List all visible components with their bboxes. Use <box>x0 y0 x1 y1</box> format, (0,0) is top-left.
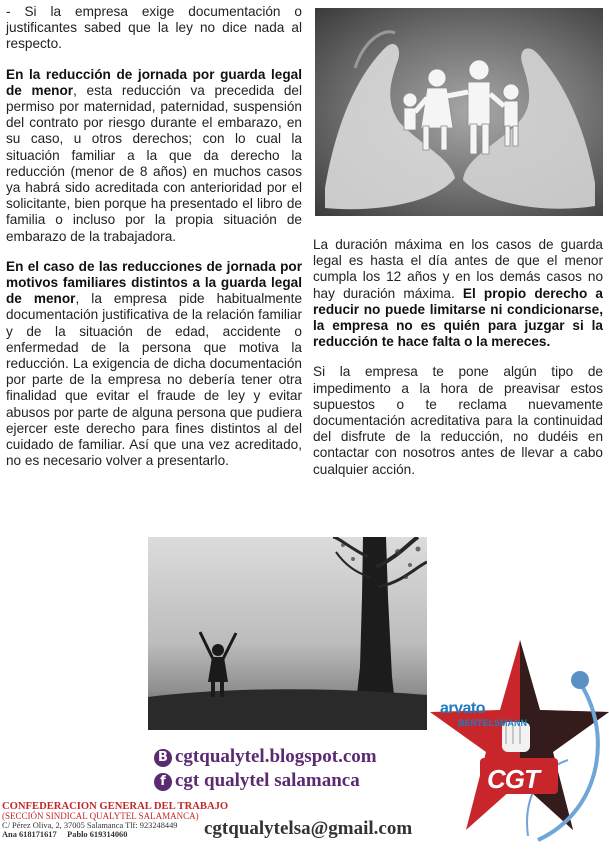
facebook-link[interactable] <box>154 770 360 792</box>
paragraph-guarda-legal <box>6 67 302 245</box>
cgt-star-icon <box>428 640 609 846</box>
text-motivos-familiares: , la empresa pide habitualmente documentación justificativa de la relación familiar y de la situación de edad, accidente o enfermedad de la persona que motiva la reducción. La exigencia de dicha documentación por parte de la empresa no debería tener otra finalidad que evitar el fraude de ley y evitar abusos por parte de alguna persona que pudiera ejercer este derecho para fines distintos al del cuidado de familiar. Así que una vez acreditado, no es necesario volver a presentarlo. <box>6 291 303 469</box>
email-address[interactable]: cgtqualytelsa@gmail.com <box>204 818 413 839</box>
right-column <box>313 237 603 492</box>
heading-guarda-legal: En la reducción de jornada por guarda legal de menor <box>6 66 302 98</box>
heading-motivos-familiares: En el caso de las reducciones de jornada por motivos familiares distintos a la guarda legal de menor <box>6 258 302 307</box>
blog-url: cgtqualytel.blogspot.com <box>175 746 377 767</box>
cgt-wordmark: CGT <box>487 764 539 794</box>
organization-name: CONFEDERACION GENERAL DEL TRABAJO <box>2 801 229 812</box>
hands-family-photo <box>315 8 603 216</box>
hands-family-illustration <box>315 8 603 216</box>
cgt-arvato-logo <box>428 640 609 846</box>
bertelsmann-wordmark: BERTELSMANN <box>458 718 527 728</box>
facebook-icon: f <box>154 773 172 791</box>
paragraph-motivos-familiares <box>6 259 302 470</box>
organization-section: (SECCIÓN SINDICAL QUALYTEL SALAMANCA) <box>2 811 199 821</box>
paragraph-contacto: Si la empresa te pone algún tipo de impedimento a la hora de preavisar estos supuestos o te reclama nuevamente documentación acreditativa para la continuidad del disfrute de la reducción, no dudéis en contactar con nosotros antes de llevar a cabo cualquier acción. <box>313 364 603 477</box>
organization-address: C/ Pérez Oliva, 2, 37005 Salamanca Tlf: 923248449 <box>2 821 178 830</box>
blog-link[interactable] <box>154 746 377 768</box>
highlight-propio-derecho: El propio derecho a reducir no puede limitarse ni condicionarse, la empresa no es quién para juzgar si la reducción te hace falta o la mereces. <box>313 285 603 350</box>
left-column <box>6 4 302 483</box>
organization-info <box>2 801 228 839</box>
tree-silhouette-illustration <box>148 537 427 730</box>
child-under-tree-photo <box>148 537 427 730</box>
paragraph-duracion-maxima <box>313 237 603 350</box>
facebook-name: cgt qualytel salamanca <box>175 770 360 791</box>
blogger-icon: B <box>154 749 172 767</box>
arvato-wordmark: arvato <box>440 700 486 717</box>
paragraph-documentation-note: - Si la empresa exige documentación o justificantes sabed que la ley no dice nada al respecto. <box>6 4 302 52</box>
text-duracion-maxima: La duración máxima en los casos de guarda legal es hasta el día antes de que el menor cumpla los 12 años y en los demás casos no hay duración máxima. <box>313 237 603 301</box>
text-guarda-legal: , esta reducción va precedida del permiso por maternidad, paternidad, suspensión del contrato por riesgo durante el embarazo, en su caso, u otros derechos; con lo cual la situación familiar a la que da derecho la reducción (menor de 8 años) en muchos casos ya habrá sido acreditada con anterioridad por el solicitante, bien porque ha presentado el libro de familia o incluso por la propia situación de embarazo de la trabajadora. <box>6 82 303 244</box>
organization-phones: Ana 618171617 Pablo 619314060 <box>2 830 128 839</box>
